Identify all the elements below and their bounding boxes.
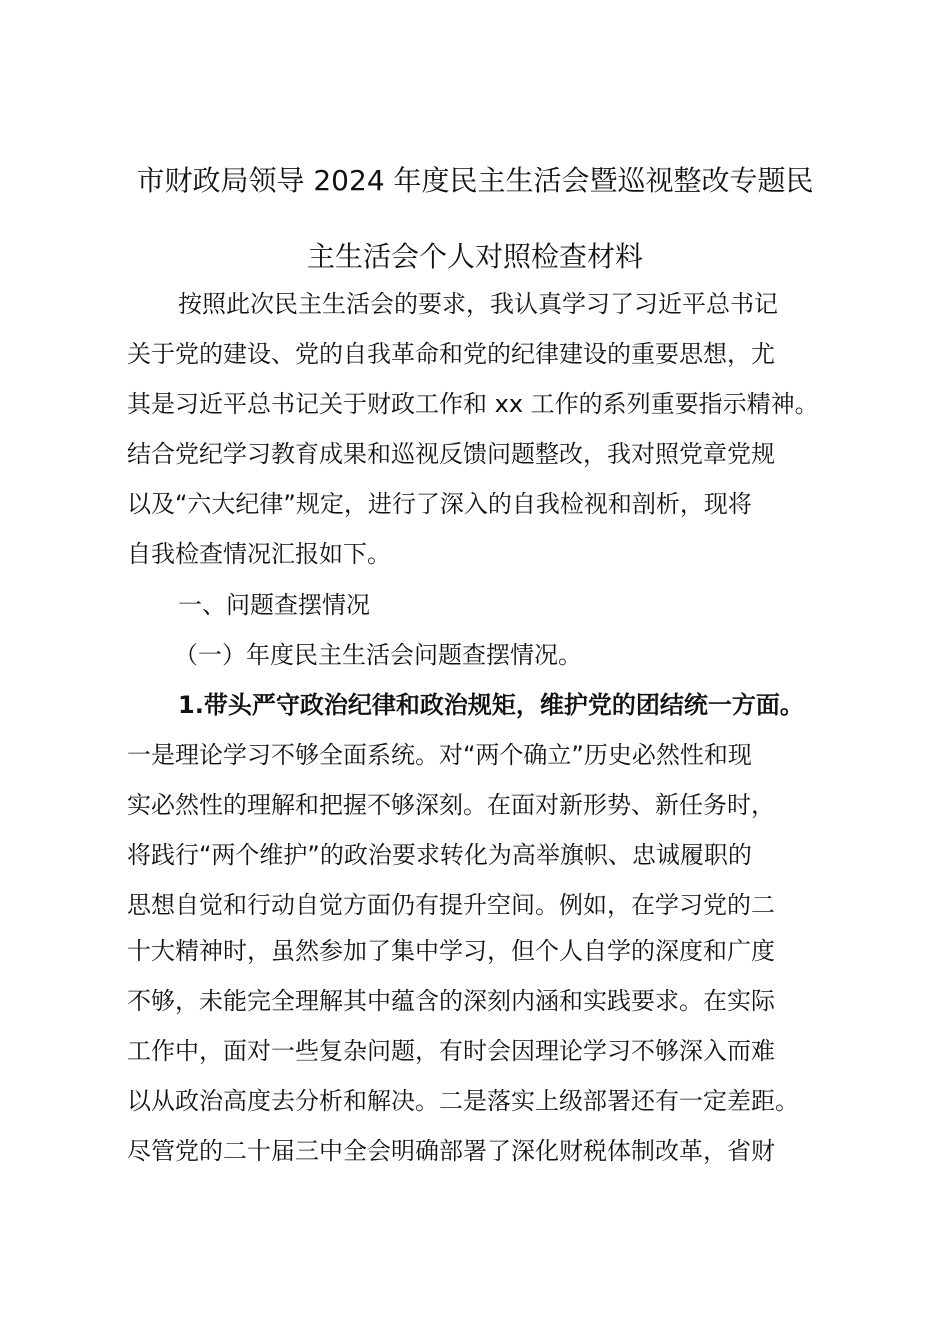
paragraph-line: 按照此次民主生活会的要求，我认真学习了习近平总书记 [178,290,778,318]
paragraph-line: 以及“六大纪律”规定，进行了深入的自我检视和剖析，现将 [127,490,752,518]
subsection-heading: （一）年度民主生活会问题查摆情况。 [174,641,582,669]
document-title-line-1: 市财政局领导 2024 年度民主生活会暨巡视整改专题民 [136,164,814,197]
paragraph-line: 一是理论学习不够全面系统。对“两个确立”历史必然性和现 [127,741,752,769]
paragraph-line: 不够，未能完全理解其中蕴含的深刻内涵和实践要求。在实际 [127,987,775,1015]
paragraph-line: 实必然性的理解和把握不够深刻。在面对新形势、新任务时， [127,791,775,819]
paragraph-line: 思想自觉和行动自觉方面仍有提升空间。例如，在学习党的二 [127,891,775,919]
paragraph-line: 十大精神时，虽然参加了集中学习，但个人自学的深度和广度 [127,937,775,965]
document-title-line-2: 主生活会个人对照检查材料 [306,240,643,273]
paragraph-line: 关于党的建设、党的自我革命和党的纪律建设的重要思想，尤 [127,340,775,368]
paragraph-line: 自我检查情况汇报如下。 [127,540,391,568]
paragraph-line: 将践行“两个维护”的政治要求转化为高举旗帜、忠诚履职的 [127,841,752,869]
paragraph-line: 其是习近平总书记关于财政工作和 xx 工作的系列重要指示精神。 [127,390,819,418]
item-heading: 1.带头严守政治纪律和政治规矩，维护党的团结统一方面。 [178,691,804,719]
paragraph-line: 结合党纪学习教育成果和巡视反馈问题整改，我对照党章党规 [127,440,775,468]
section-heading: 一、问题查摆情况 [178,591,370,619]
paragraph-line: 尽管党的二十届三中全会明确部署了深化财税体制改革，省财 [127,1137,775,1165]
paragraph-line: 以从政治高度去分析和解决。二是落实上级部署还有一定差距。 [127,1087,799,1115]
paragraph-line: 工作中，面对一些复杂问题，有时会因理论学习不够深入而难 [127,1037,775,1065]
